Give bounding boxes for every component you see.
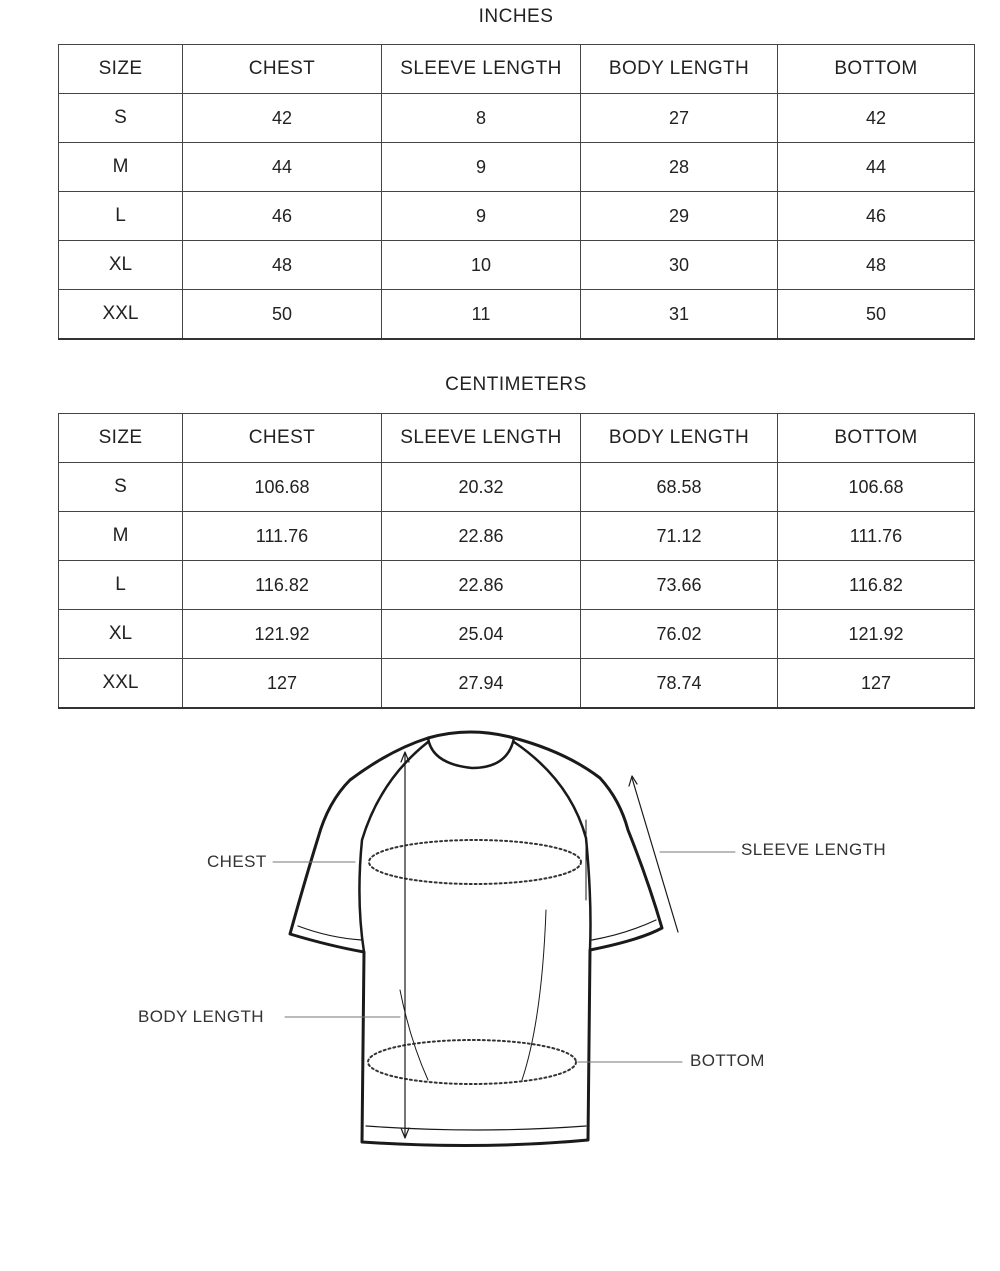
table-row (59, 241, 975, 290)
sleeve-length-label: SLEEVE LENGTH (741, 840, 887, 859)
header-size: SIZE (59, 414, 183, 463)
body-length-cell: 71.12 (581, 512, 778, 561)
bottom-cell: 44 (778, 143, 975, 192)
bottom-cell: 127 (778, 659, 975, 709)
body-length-cell: 28 (581, 143, 778, 192)
body-length-cell: 68.58 (581, 463, 778, 512)
chest-cell: 48 (183, 241, 382, 290)
tshirt-fold-line (522, 910, 546, 1080)
chest-cell: 106.68 (183, 463, 382, 512)
size-cell: M (59, 512, 183, 561)
chest-measure-ellipse (369, 840, 581, 884)
tshirt-neckband (428, 738, 514, 768)
header-bottom: BOTTOM (778, 45, 975, 94)
header-size: SIZE (59, 45, 183, 94)
size-cell: M (59, 143, 183, 192)
tshirt-measurement-diagram (0, 720, 1000, 1180)
sleeve-length-cell: 20.32 (382, 463, 581, 512)
chest-cell: 44 (183, 143, 382, 192)
inches-size-table (58, 44, 975, 340)
sleeve-length-cell: 25.04 (382, 610, 581, 659)
table-header-row (59, 414, 975, 463)
header-body-length: BODY LENGTH (581, 45, 778, 94)
table-header-row (59, 45, 975, 94)
size-cell: L (59, 561, 183, 610)
bottom-cell: 106.68 (778, 463, 975, 512)
tshirt-right-sleeve-hem (592, 920, 656, 940)
tshirt-left-raglan-seam (359, 742, 428, 952)
inches-caption: INCHES (478, 6, 554, 27)
centimeters-caption: CENTIMETERS (445, 374, 587, 395)
body-length-cell: 29 (581, 192, 778, 241)
header-sleeve-length: SLEEVE LENGTH (382, 45, 581, 94)
size-cell: XXL (59, 659, 183, 709)
table-row (59, 512, 975, 561)
sleeve-length-cell: 11 (382, 290, 581, 340)
bottom-cell: 111.76 (778, 512, 975, 561)
size-cell: XL (59, 241, 183, 290)
table-row (59, 94, 975, 143)
tshirt-illustration (0, 720, 1000, 1180)
tshirt-bottom-hem (366, 1126, 586, 1130)
chest-cell: 121.92 (183, 610, 382, 659)
chest-label: CHEST (207, 852, 267, 871)
header-chest: CHEST (183, 414, 382, 463)
chest-cell: 46 (183, 192, 382, 241)
bottom-cell: 48 (778, 241, 975, 290)
chest-cell: 111.76 (183, 512, 382, 561)
sleeve-length-cell: 9 (382, 192, 581, 241)
table-row (59, 290, 975, 340)
body-length-cell: 76.02 (581, 610, 778, 659)
sleeve-length-cell: 8 (382, 94, 581, 143)
bottom-cell: 116.82 (778, 561, 975, 610)
table-row (59, 143, 975, 192)
centimeters-size-table (58, 413, 975, 709)
chest-cell: 50 (183, 290, 382, 340)
size-cell: S (59, 94, 183, 143)
bottom-cell: 42 (778, 94, 975, 143)
header-body-length: BODY LENGTH (581, 414, 778, 463)
bottom-cell: 46 (778, 192, 975, 241)
chest-cell: 127 (183, 659, 382, 709)
body-length-cell: 30 (581, 241, 778, 290)
header-bottom: BOTTOM (778, 414, 975, 463)
table-row (59, 610, 975, 659)
tshirt-fold-line (400, 990, 428, 1080)
header-chest: CHEST (183, 45, 382, 94)
bottom-label: BOTTOM (690, 1051, 765, 1070)
bottom-cell: 121.92 (778, 610, 975, 659)
header-sleeve-length: SLEEVE LENGTH (382, 414, 581, 463)
sleeve-length-cell: 9 (382, 143, 581, 192)
chest-cell: 42 (183, 94, 382, 143)
sleeve-length-cell: 22.86 (382, 512, 581, 561)
body-length-cell: 27 (581, 94, 778, 143)
table-row (59, 192, 975, 241)
size-cell: XXL (59, 290, 183, 340)
table-row (59, 561, 975, 610)
bottom-cell: 50 (778, 290, 975, 340)
sleeve-length-cell: 27.94 (382, 659, 581, 709)
size-cell: S (59, 463, 183, 512)
size-cell: L (59, 192, 183, 241)
chest-cell: 116.82 (183, 561, 382, 610)
table-row (59, 659, 975, 709)
table-row (59, 463, 975, 512)
sleeve-length-cell: 10 (382, 241, 581, 290)
body-length-label: BODY LENGTH (138, 1007, 264, 1026)
body-length-cell: 31 (581, 290, 778, 340)
body-length-cell: 78.74 (581, 659, 778, 709)
size-cell: XL (59, 610, 183, 659)
sleeve-length-cell: 22.86 (382, 561, 581, 610)
bottom-measure-ellipse (368, 1040, 576, 1084)
body-length-cell: 73.66 (581, 561, 778, 610)
